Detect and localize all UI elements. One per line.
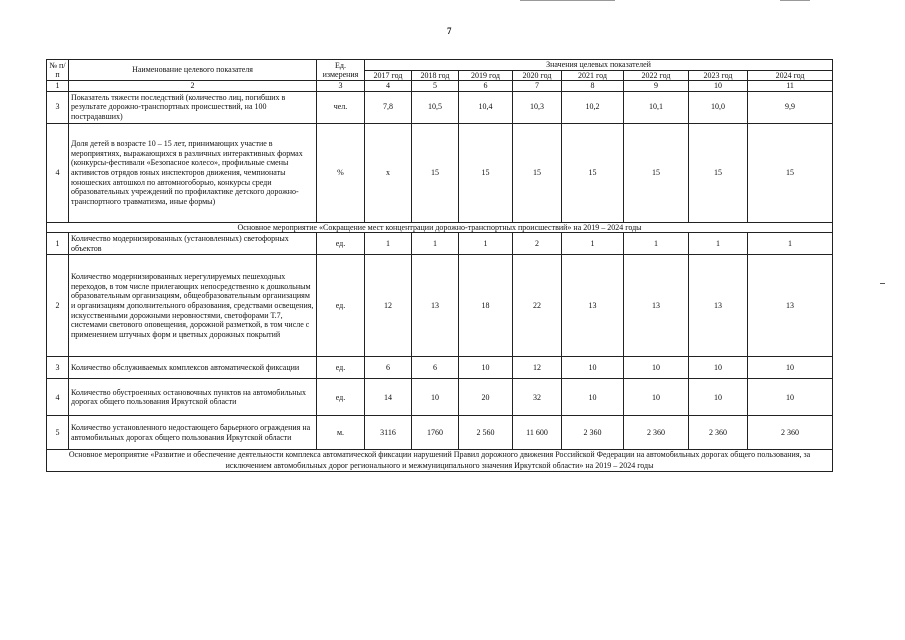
value-cell: 7,8 bbox=[365, 91, 412, 123]
value-cell: 1 bbox=[689, 233, 748, 255]
table-row bbox=[47, 255, 833, 357]
value-cell: 15 bbox=[562, 123, 624, 222]
value-cell: 10 bbox=[459, 357, 513, 379]
margin-mark bbox=[880, 283, 885, 284]
value-cell: 1 bbox=[459, 233, 513, 255]
value-cell: 1 bbox=[562, 233, 624, 255]
value-cell: 10 bbox=[748, 379, 833, 416]
unit: м. bbox=[317, 416, 365, 450]
unit: ед. bbox=[317, 357, 365, 379]
value-cell: 15 bbox=[412, 123, 459, 222]
header-year: 2019 год bbox=[459, 70, 513, 81]
header-year: 2023 год bbox=[689, 70, 748, 81]
unit: ед. bbox=[317, 233, 365, 255]
value-cell: 13 bbox=[412, 255, 459, 357]
header-num: № п/п bbox=[47, 60, 69, 81]
value-cell: 10 bbox=[748, 357, 833, 379]
value-cell: 3116 bbox=[365, 416, 412, 450]
value-cell: 13 bbox=[624, 255, 689, 357]
page-number: 7 bbox=[447, 26, 452, 36]
value-cell: 10,1 bbox=[624, 91, 689, 123]
column-number: 9 bbox=[624, 81, 689, 92]
header-year: 2021 год bbox=[562, 70, 624, 81]
value-cell: 10 bbox=[689, 357, 748, 379]
section-title: Основное мероприятие «Сокращение мест концентрации дорожно-транспортных происшествий» на 2019 – 2024 годы bbox=[47, 222, 833, 233]
value-cell: 10 bbox=[412, 379, 459, 416]
value-cell: 2 360 bbox=[689, 416, 748, 450]
column-number: 1 bbox=[47, 81, 69, 92]
value-cell: 10,4 bbox=[459, 91, 513, 123]
scan-artifact bbox=[520, 0, 615, 1]
value-cell: 1 bbox=[624, 233, 689, 255]
value-cell: 12 bbox=[365, 255, 412, 357]
table-row bbox=[47, 357, 833, 379]
value-cell: 10 bbox=[624, 379, 689, 416]
row-number: 4 bbox=[47, 379, 69, 416]
column-number: 7 bbox=[513, 81, 562, 92]
column-number: 6 bbox=[459, 81, 513, 92]
value-cell: 1 bbox=[365, 233, 412, 255]
value-cell: 10,5 bbox=[412, 91, 459, 123]
row-number: 3 bbox=[47, 357, 69, 379]
row-number: 3 bbox=[47, 91, 69, 123]
column-number: 5 bbox=[412, 81, 459, 92]
value-cell: 6 bbox=[412, 357, 459, 379]
value-cell: 2 bbox=[513, 233, 562, 255]
value-cell: 15 bbox=[624, 123, 689, 222]
value-cell: 15 bbox=[689, 123, 748, 222]
value-cell: 22 bbox=[513, 255, 562, 357]
column-number: 2 bbox=[69, 81, 317, 92]
indicator-name: Количество обустроенных остановочных пунктов на автомобильных дорогах общего пользования Иркутской области bbox=[69, 379, 317, 416]
value-cell: 2 560 bbox=[459, 416, 513, 450]
value-cell: 13 bbox=[562, 255, 624, 357]
column-number: 10 bbox=[689, 81, 748, 92]
value-cell: 15 bbox=[513, 123, 562, 222]
value-cell: 10,3 bbox=[513, 91, 562, 123]
row-number: 4 bbox=[47, 123, 69, 222]
value-cell: 12 bbox=[513, 357, 562, 379]
value-cell: 10,0 bbox=[689, 91, 748, 123]
header-values: Значения целевых показателей bbox=[365, 60, 833, 71]
value-cell: 1 bbox=[748, 233, 833, 255]
unit: ед. bbox=[317, 255, 365, 357]
value-cell: 2 360 bbox=[748, 416, 833, 450]
table-row bbox=[47, 233, 833, 255]
column-number: 3 bbox=[317, 81, 365, 92]
value-cell: 13 bbox=[689, 255, 748, 357]
footer-row bbox=[47, 450, 833, 472]
value-cell: 1760 bbox=[412, 416, 459, 450]
footer-section-title: Основное мероприятие «Развитие и обеспечение деятельности комплекса автоматической фиксации нарушений Правил дорожного движения Российской Федерации на автомобильных дорогах общего пользования, за исключением автомобильных дорог регионального и межмуниципального значения Иркутской области» на 2019 – 2024 годы bbox=[47, 450, 833, 472]
value-cell: 32 bbox=[513, 379, 562, 416]
value-cell: 20 bbox=[459, 379, 513, 416]
value-cell: 2 360 bbox=[624, 416, 689, 450]
value-cell: 18 bbox=[459, 255, 513, 357]
value-cell: 15 bbox=[459, 123, 513, 222]
unit: % bbox=[317, 123, 365, 222]
table-row bbox=[47, 379, 833, 416]
value-cell: 10 bbox=[562, 379, 624, 416]
table-row bbox=[47, 123, 833, 222]
header-name: Наименование целевого показателя bbox=[69, 60, 317, 81]
value-cell: х bbox=[365, 123, 412, 222]
value-cell: 14 bbox=[365, 379, 412, 416]
column-numbers-row bbox=[47, 81, 833, 92]
value-cell: 10 bbox=[562, 357, 624, 379]
indicator-name: Показатель тяжести последствий (количество лиц, погибших в результате дорожно-транспортных происшествий, на 100 пострадавших) bbox=[69, 91, 317, 123]
value-cell: 6 bbox=[365, 357, 412, 379]
section-row bbox=[47, 222, 833, 233]
column-number: 4 bbox=[365, 81, 412, 92]
header-year: 2024 год bbox=[748, 70, 833, 81]
value-cell: 1 bbox=[412, 233, 459, 255]
column-number: 8 bbox=[562, 81, 624, 92]
header-year: 2020 год bbox=[513, 70, 562, 81]
indicator-name: Доля детей в возрасте 10 – 15 лет, принимающих участие в мероприятиях, выражающихся в различных интерактивных формах (конкурсы-фестивали «Безопасное колесо», профильные смены активистов отрядов юных инспекторов движения, чемпионаты юношеских автошкол по автомногоборью, конкурсы среди образовательных учреждений по профилактике детского дорожно-транспортного травматизма, иные формы) bbox=[69, 123, 317, 222]
scan-artifact bbox=[780, 0, 810, 1]
value-cell: 11 600 bbox=[513, 416, 562, 450]
row-number: 5 bbox=[47, 416, 69, 450]
indicator-name: Количество модернизированных (установленных) светофорных объектов bbox=[69, 233, 317, 255]
target-indicators-table bbox=[46, 59, 833, 472]
value-cell: 10,2 bbox=[562, 91, 624, 123]
value-cell: 10 bbox=[689, 379, 748, 416]
header-year: 2017 год bbox=[365, 70, 412, 81]
column-number: 11 bbox=[748, 81, 833, 92]
row-number: 1 bbox=[47, 233, 69, 255]
table-row bbox=[47, 91, 833, 123]
header-unit: Ед. измерения bbox=[317, 60, 365, 81]
value-cell: 9,9 bbox=[748, 91, 833, 123]
unit: ед. bbox=[317, 379, 365, 416]
indicator-name: Количество модернизированных нерегулируемых пешеходных переходов, в том числе прилегающих непосредственно к дошкольным образовательным организациям, общеобразовательным организациям и организациям дополнительного образования, средствами освещения, искусственными дорожными неровностями, светофорами Т.7, системами светового оповещения, дорожной разметкой, в том числе с применением штучных форм и цветных дорожных покрытий bbox=[69, 255, 317, 357]
indicator-name: Количество установленного недостающего барьерного ограждения на автомобильных дорогах общего пользования Иркутской области bbox=[69, 416, 317, 450]
value-cell: 2 360 bbox=[562, 416, 624, 450]
value-cell: 10 bbox=[624, 357, 689, 379]
indicator-name: Количество обслуживаемых комплексов автоматической фиксации bbox=[69, 357, 317, 379]
value-cell: 13 bbox=[748, 255, 833, 357]
table-row bbox=[47, 416, 833, 450]
row-number: 2 bbox=[47, 255, 69, 357]
value-cell: 15 bbox=[748, 123, 833, 222]
header-year: 2018 год bbox=[412, 70, 459, 81]
header-year: 2022 год bbox=[624, 70, 689, 81]
unit: чел. bbox=[317, 91, 365, 123]
